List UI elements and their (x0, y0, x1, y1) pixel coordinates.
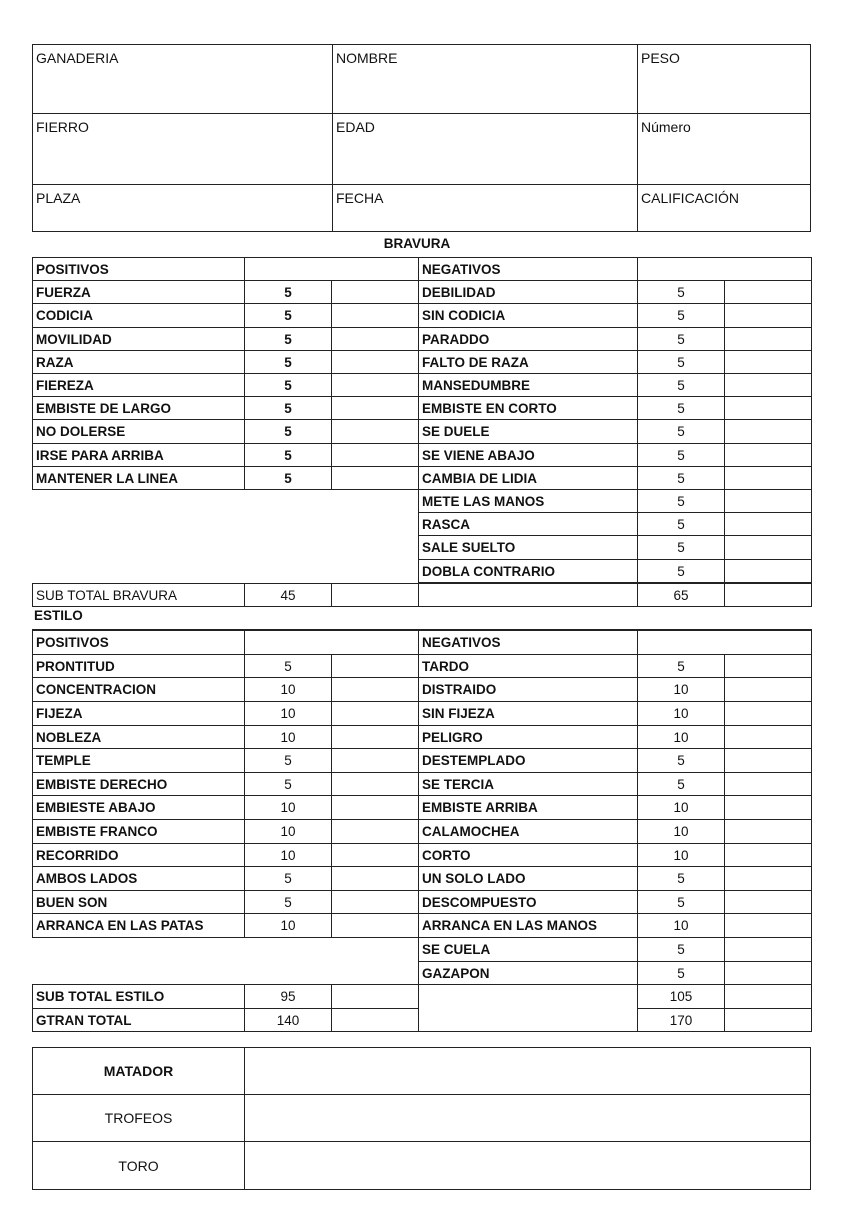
bravura-negativo-score[interactable] (724, 396, 812, 420)
estilo-positivo-score[interactable] (331, 677, 419, 702)
estilo-positivo-score[interactable] (331, 843, 419, 868)
estilo-negativo-label: DISTRAIDO (418, 677, 638, 702)
estilo-positivo-value: 5 (244, 748, 332, 773)
estilo-negativo-score[interactable] (724, 913, 812, 938)
estilo-positivo-label: EMBISTE FRANCO (32, 819, 245, 844)
estilo-positivo-score[interactable] (331, 913, 419, 938)
bravura-negativo-score[interactable] (724, 512, 812, 536)
estilo-negativo-value: 5 (637, 890, 725, 915)
bravura-negativos-header-blank (637, 257, 812, 281)
estilo-negativo-score[interactable] (724, 701, 812, 726)
bravura-negativos-header: NEGATIVOS (418, 257, 638, 281)
estilo-negativos-header: NEGATIVOS (418, 630, 638, 655)
bravura-negativo-label: MANSEDUMBRE (418, 373, 638, 397)
estilo-positivo-label: BUEN SON (32, 890, 245, 915)
estilo-positivo-label: ARRANCA EN LAS PATAS (32, 913, 245, 938)
plaza-label: PLAZA (36, 190, 81, 206)
estilo-negativo-score[interactable] (724, 843, 812, 868)
bravura-positivo-value: 5 (244, 280, 332, 304)
estilo-negativo-score[interactable] (724, 890, 812, 915)
estilo-positivo-value: 5 (244, 890, 332, 915)
nombre-field[interactable] (332, 44, 638, 114)
bravura-positivo-label: IRSE PARA ARRIBA (32, 443, 245, 467)
estilo-negativo-value: 10 (637, 677, 725, 702)
estilo-positivo-label: EMBISTE DERECHO (32, 772, 245, 797)
estilo-negativo-label: DESTEMPLADO (418, 748, 638, 773)
estilo-positivo-label: PRONTITUD (32, 654, 245, 679)
bravura-negativo-score[interactable] (724, 373, 812, 397)
estilo-positivos-header-blank (244, 630, 419, 655)
bravura-negativo-value: 5 (637, 350, 725, 374)
estilo-negativo-value: 5 (637, 961, 725, 986)
fecha-label: FECHA (336, 190, 384, 206)
estilo-positivo-score[interactable] (331, 795, 419, 820)
bravura-positivo-value: 5 (244, 303, 332, 327)
bravura-positivo-score[interactable] (331, 303, 419, 327)
estilo-negativo-value: 5 (637, 937, 725, 962)
matador-field[interactable] (244, 1047, 811, 1095)
bravura-negativo-label: RASCA (418, 512, 638, 536)
estilo-positivo-score[interactable] (331, 748, 419, 773)
estilo-positivo-label: NOBLEZA (32, 725, 245, 750)
estilo-negativo-label: PELIGRO (418, 725, 638, 750)
bravura-negativo-value: 5 (637, 466, 725, 490)
bravura-negativo-score[interactable] (724, 327, 812, 351)
bravura-subtotal-neg-score[interactable] (724, 583, 812, 607)
estilo-totals-neg-blank (418, 984, 638, 1032)
estilo-negativo-score[interactable] (724, 961, 812, 986)
plaza-field[interactable] (32, 184, 333, 232)
estilo-positivo-label: FIJEZA (32, 701, 245, 726)
fierro-label: FIERRO (36, 119, 89, 135)
estilo-positivo-score[interactable] (331, 890, 419, 915)
bravura-negativo-score[interactable] (724, 466, 812, 490)
bravura-negativo-value: 5 (637, 512, 725, 536)
bravura-positivo-label: NO DOLERSE (32, 419, 245, 443)
estilo-negativo-value: 5 (637, 654, 725, 679)
estilo-negativo-label: SIN FIJEZA (418, 701, 638, 726)
estilo-positivo-value: 5 (244, 654, 332, 679)
bravura-title: BRAVURA (383, 236, 451, 251)
estilo-positivo-label: EMBIESTE ABAJO (32, 795, 245, 820)
bravura-negativo-value: 5 (637, 443, 725, 467)
bravura-negativo-label: PARADDO (418, 327, 638, 351)
estilo-positivo-score[interactable] (331, 772, 419, 797)
bravura-negativo-label: SE DUELE (418, 419, 638, 443)
bravura-subtotal-neg-blank (418, 583, 638, 607)
gran-total-neg: 170 (637, 1008, 725, 1033)
estilo-negativo-label: CALAMOCHEA (418, 819, 638, 844)
bravura-negativo-value: 5 (637, 303, 725, 327)
estilo-negativo-value: 10 (637, 913, 725, 938)
estilo-positivo-score[interactable] (331, 654, 419, 679)
estilo-subtotal-pos-score[interactable] (331, 984, 419, 1009)
bravura-negativo-score[interactable] (724, 443, 812, 467)
bravura-negativo-label: CAMBIA DE LIDIA (418, 466, 638, 490)
estilo-positivo-value: 10 (244, 701, 332, 726)
bravura-negativo-label: METE LAS MANOS (418, 489, 638, 513)
estilo-positivo-value: 5 (244, 866, 332, 891)
estilo-negativo-score[interactable] (724, 725, 812, 750)
estilo-negativo-label: CORTO (418, 843, 638, 868)
bravura-positivo-value: 5 (244, 327, 332, 351)
bravura-negativo-label: SIN CODICIA (418, 303, 638, 327)
gran-total-neg-score[interactable] (724, 1008, 812, 1033)
trofeos-label: TROFEOS (32, 1094, 245, 1142)
bravura-positivo-label: RAZA (32, 350, 245, 374)
estilo-negativo-score[interactable] (724, 677, 812, 702)
bravura-negativo-score[interactable] (724, 350, 812, 374)
toro-label: TORO (32, 1141, 245, 1190)
bravura-negativo-value: 5 (637, 396, 725, 420)
bravura-negativo-value: 5 (637, 280, 725, 304)
estilo-positivo-value: 10 (244, 819, 332, 844)
estilo-positivo-score[interactable] (331, 819, 419, 844)
estilo-negativo-value: 5 (637, 866, 725, 891)
bravura-positivo-label: MOVILIDAD (32, 327, 245, 351)
estilo-subtotal-pos: 95 (244, 984, 332, 1009)
bravura-positivo-score[interactable] (331, 466, 419, 490)
numero-label: Número (641, 119, 691, 135)
bravura-positivo-value: 5 (244, 419, 332, 443)
bravura-positivo-label: FIEREZA (32, 373, 245, 397)
estilo-negativo-score[interactable] (724, 654, 812, 679)
bravura-negativo-label: EMBISTE EN CORTO (418, 396, 638, 420)
edad-field[interactable] (332, 113, 638, 185)
estilo-negativo-label: SE TERCIA (418, 772, 638, 797)
bravura-positivo-score[interactable] (331, 419, 419, 443)
bravura-negativo-value: 5 (637, 419, 725, 443)
bravura-subtotal-label: SUB TOTAL BRAVURA (32, 583, 245, 607)
bravura-positivo-label: CODICIA (32, 303, 245, 327)
bravura-subtotal-pos: 45 (244, 583, 332, 607)
bravura-positivo-score[interactable] (331, 373, 419, 397)
estilo-positivos-header: POSITIVOS (32, 630, 245, 655)
bravura-positivo-score[interactable] (331, 350, 419, 374)
fierro-field[interactable] (32, 113, 333, 185)
estilo-negativo-label: TARDO (418, 654, 638, 679)
estilo-negativo-label: DESCOMPUESTO (418, 890, 638, 915)
bravura-positivo-value: 5 (244, 443, 332, 467)
bravura-positivo-value: 5 (244, 350, 332, 374)
estilo-positivo-score[interactable] (331, 866, 419, 891)
estilo-negativos-header-blank (637, 630, 812, 655)
bravura-positivos-header-blank (244, 257, 419, 281)
estilo-negativo-value: 5 (637, 772, 725, 797)
estilo-negativo-score[interactable] (724, 866, 812, 891)
matador-label: MATADOR (32, 1047, 245, 1095)
estilo-negativo-score[interactable] (724, 795, 812, 820)
gran-total-pos: 140 (244, 1008, 332, 1033)
bravura-negativo-value: 5 (637, 373, 725, 397)
bravura-negativo-score[interactable] (724, 303, 812, 327)
bravura-positivo-score[interactable] (331, 396, 419, 420)
bravura-negativo-value: 5 (637, 559, 725, 583)
estilo-negativo-score[interactable] (724, 819, 812, 844)
estilo-negativo-value: 5 (637, 748, 725, 773)
ganaderia-field[interactable] (32, 44, 333, 114)
bravura-positivo-value: 5 (244, 373, 332, 397)
edad-label: EDAD (336, 119, 375, 135)
bravura-negativo-value: 5 (637, 489, 725, 513)
estilo-subtotal-label: SUB TOTAL ESTILO (32, 984, 245, 1009)
estilo-title: ESTILO (34, 608, 83, 623)
bravura-positivo-score[interactable] (331, 280, 419, 304)
bravura-negativo-label: SALE SUELTO (418, 535, 638, 559)
estilo-positivo-value: 10 (244, 795, 332, 820)
bravura-negativo-score[interactable] (724, 559, 812, 583)
estilo-negativo-label: GAZAPON (418, 961, 638, 986)
bravura-negativo-value: 5 (637, 327, 725, 351)
estilo-negativo-score[interactable] (724, 937, 812, 962)
estilo-positivo-score[interactable] (331, 725, 419, 750)
estilo-positivo-label: RECORRIDO (32, 843, 245, 868)
estilo-negativo-value: 10 (637, 795, 725, 820)
estilo-negativo-value: 10 (637, 843, 725, 868)
bravura-negativo-label: DOBLA CONTRARIO (418, 559, 638, 583)
estilo-negativo-label: EMBISTE ARRIBA (418, 795, 638, 820)
bravura-positivos-header: POSITIVOS (32, 257, 245, 281)
bravura-positivo-label: FUERZA (32, 280, 245, 304)
bravura-negativo-label: SE VIENE ABAJO (418, 443, 638, 467)
estilo-negativo-value: 10 (637, 725, 725, 750)
bravura-subtotal-neg: 65 (637, 583, 725, 607)
estilo-positivo-value: 10 (244, 913, 332, 938)
gran-total-pos-score[interactable] (331, 1008, 419, 1033)
estilo-positivo-value: 5 (244, 772, 332, 797)
bravura-positivo-score[interactable] (331, 327, 419, 351)
estilo-positivo-label: CONCENTRACION (32, 677, 245, 702)
peso-label: PESO (641, 50, 680, 66)
peso-field[interactable] (637, 44, 811, 114)
estilo-positivo-label: TEMPLE (32, 748, 245, 773)
estilo-negativo-value: 10 (637, 701, 725, 726)
bravura-positivo-label: EMBISTE DE LARGO (32, 396, 245, 420)
estilo-positivo-value: 10 (244, 677, 332, 702)
estilo-negativo-score[interactable] (724, 772, 812, 797)
bravura-negativo-value: 5 (637, 535, 725, 559)
bravura-negativo-score[interactable] (724, 280, 812, 304)
estilo-positivo-score[interactable] (331, 701, 419, 726)
estilo-negativo-label: SE CUELA (418, 937, 638, 962)
bravura-subtotal-pos-score[interactable] (331, 583, 419, 607)
ganaderia-label: GANADERIA (36, 50, 119, 66)
calificacion-label: CALIFICACIÓN (641, 190, 740, 206)
estilo-negativo-value: 10 (637, 819, 725, 844)
fecha-field[interactable] (332, 184, 638, 232)
bravura-negativo-score[interactable] (724, 419, 812, 443)
trofeos-field[interactable] (244, 1094, 811, 1142)
estilo-negativo-label: ARRANCA EN LAS MANOS (418, 913, 638, 938)
bravura-positivo-value: 5 (244, 396, 332, 420)
bravura-positivo-score[interactable] (331, 443, 419, 467)
estilo-negativo-score[interactable] (724, 748, 812, 773)
estilo-positivo-label: AMBOS LADOS (32, 866, 245, 891)
toro-field[interactable] (244, 1141, 811, 1190)
estilo-subtotal-neg-score[interactable] (724, 984, 812, 1009)
numero-field[interactable] (637, 113, 811, 185)
gran-total-label: GTRAN TOTAL (32, 1008, 245, 1033)
bravura-negativo-label: FALTO DE RAZA (418, 350, 638, 374)
bravura-positivo-label: MANTENER LA LINEA (32, 466, 245, 490)
estilo-positivo-value: 10 (244, 725, 332, 750)
bravura-positivo-value: 5 (244, 466, 332, 490)
estilo-negativo-label: UN SOLO LADO (418, 866, 638, 891)
estilo-subtotal-neg: 105 (637, 984, 725, 1009)
calificacion-field[interactable] (637, 184, 811, 232)
bravura-negativo-score[interactable] (724, 489, 812, 513)
bravura-negativo-score[interactable] (724, 535, 812, 559)
nombre-label: NOMBRE (336, 50, 398, 66)
estilo-positivo-value: 10 (244, 843, 332, 868)
bravura-negativo-label: DEBILIDAD (418, 280, 638, 304)
